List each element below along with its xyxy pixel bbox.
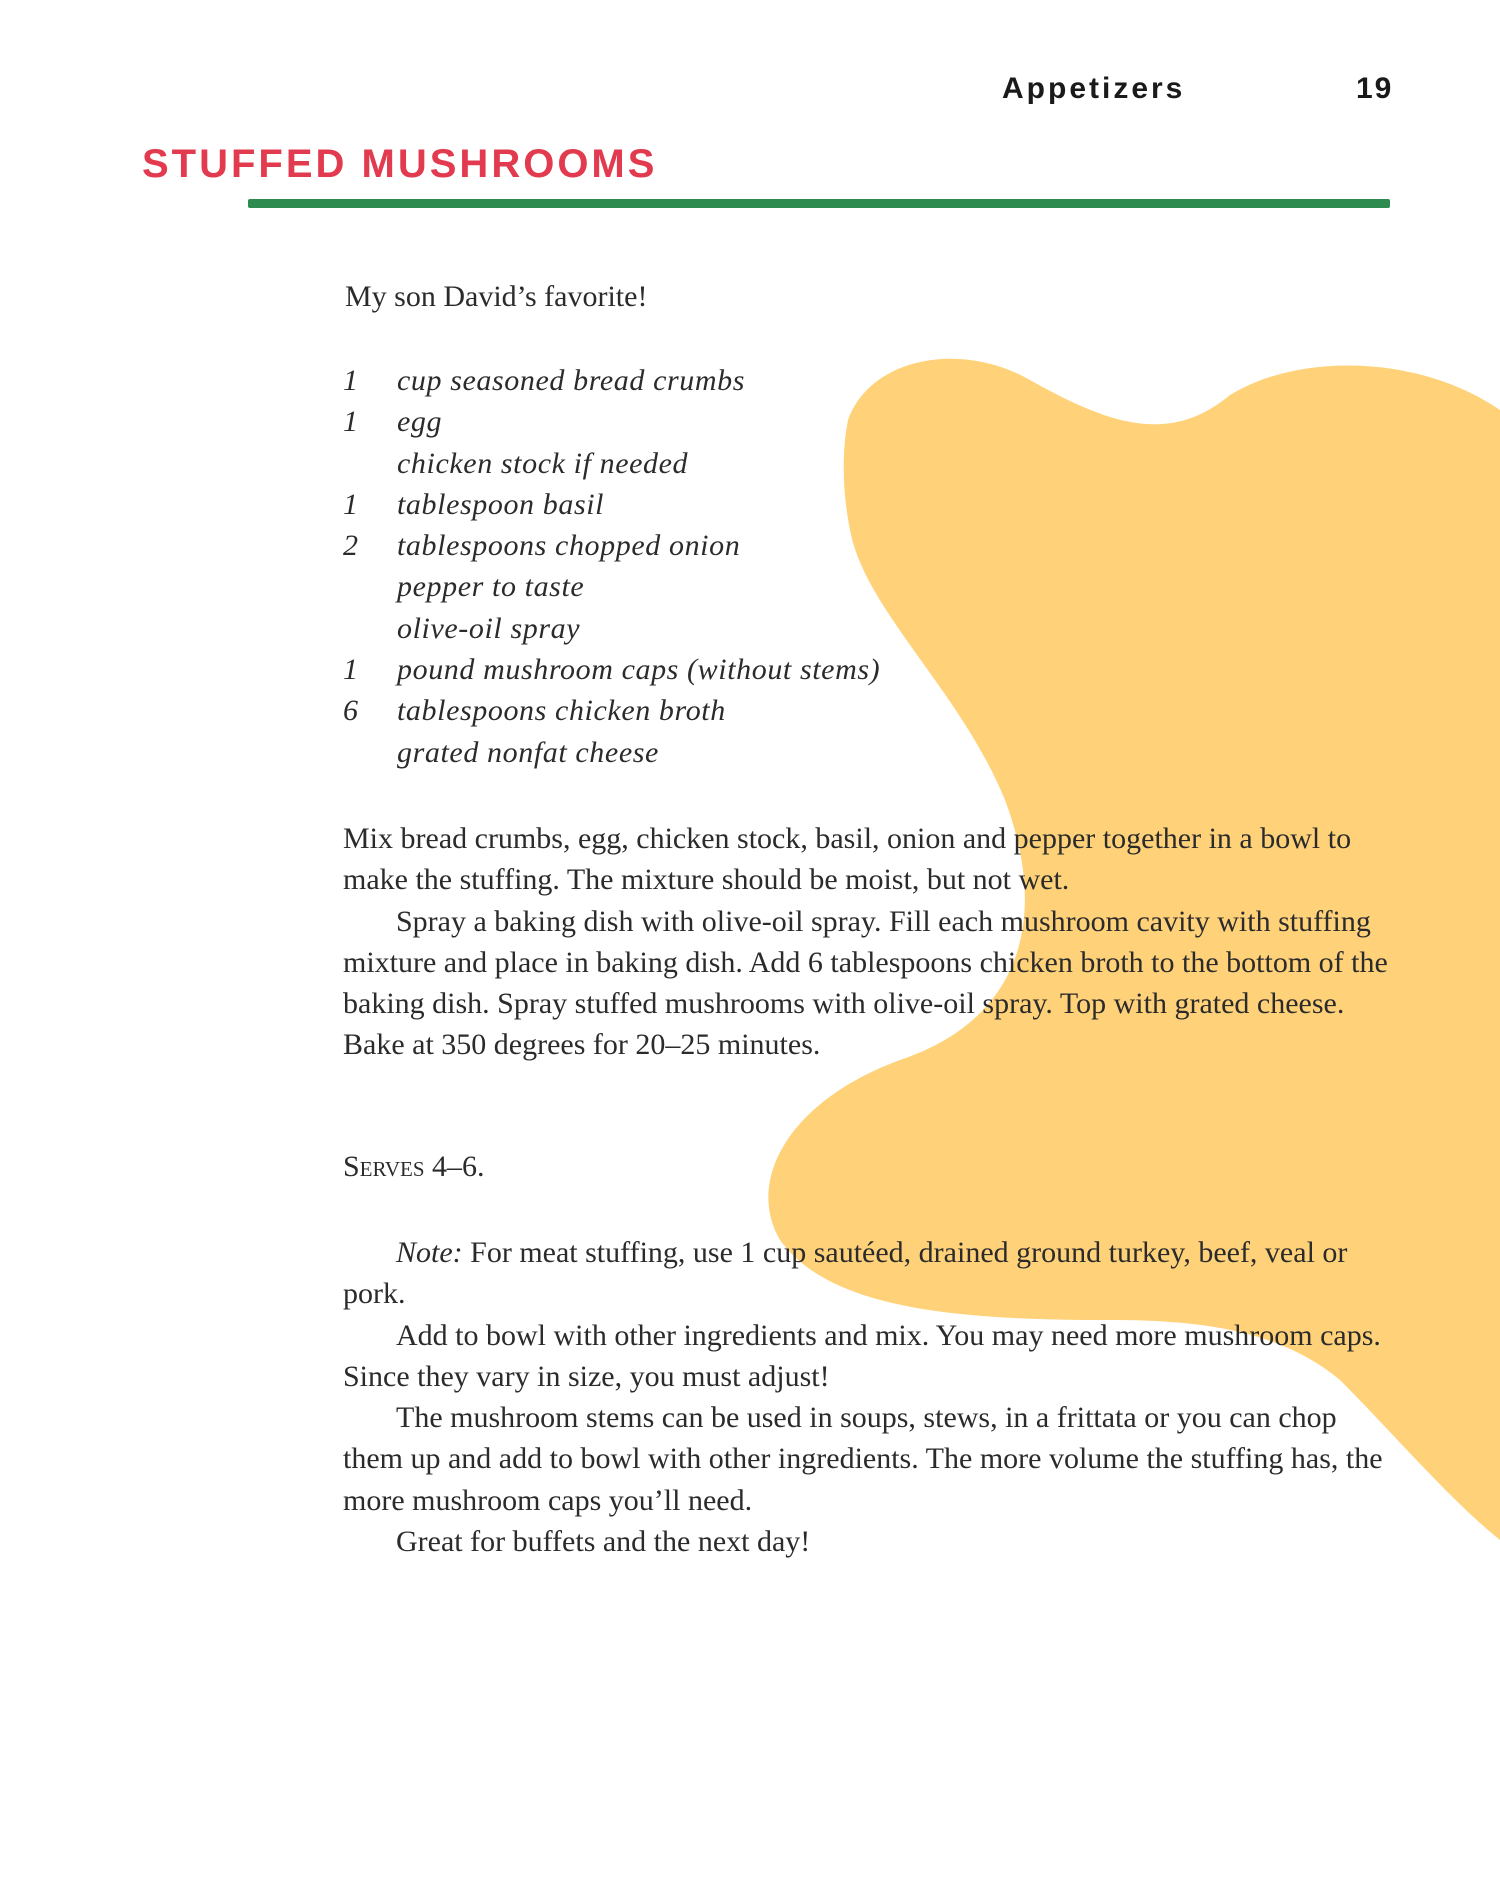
ingredient-qty: 1	[343, 364, 358, 397]
ingredient-qty	[343, 443, 397, 484]
ingredient-name: pepper to taste	[397, 570, 585, 604]
ingredient-name: olive-oil spray	[397, 611, 581, 645]
ingredient-item	[343, 608, 880, 649]
running-head-section: Appetizers	[1002, 72, 1186, 105]
ingredient-qty	[343, 566, 397, 607]
ingredient-qty: 1	[343, 487, 358, 521]
ingredient-name: tablespoons chopped onion	[397, 529, 741, 563]
ingredient-qty: 1	[343, 653, 358, 687]
ingredient-qty	[343, 732, 397, 773]
ingredient-item	[343, 484, 880, 525]
method-paragraph: Spray a baking dish with olive-oil spray. Fill each mushroom cavity with stuffing mixture and place in baking dish. Add 6 tablespoons chicken broth to the bottom of the baking dish. Spray stuffed mushrooms with olive-oil spray. Top with grated cheese. Bake at 350 degrees for 20–25 minutes.	[343, 904, 1388, 1062]
ingredient-list	[343, 360, 880, 773]
recipe-title: STUFFED MUSHROOMS	[142, 142, 658, 186]
recipe-method	[343, 818, 1393, 1066]
ingredient-qty: 6	[343, 694, 358, 728]
ingredient-name: chicken stock if needed	[397, 446, 689, 480]
note-text: For meat stuffing, use 1 cup sautéed, drained ground turkey, beef, veal or pork.	[343, 1236, 1348, 1311]
page-number: 19	[1356, 72, 1394, 105]
ingredient-name: pound mushroom caps (without stems)	[397, 653, 881, 687]
serves-label: Serves	[343, 1150, 425, 1183]
note-label: Note:	[396, 1236, 463, 1269]
ingredient-name: cup seasoned bread crumbs	[397, 364, 746, 397]
ingredient-item	[343, 690, 880, 731]
ingredient-item	[343, 649, 880, 690]
serves-value: 4–6.	[432, 1150, 485, 1183]
ingredient-item	[343, 443, 880, 484]
ingredient-item	[343, 525, 880, 566]
note-paragraph: Great for buffets and the next day!	[396, 1525, 811, 1559]
ingredient-item	[343, 566, 880, 607]
recipe-notes	[343, 1232, 1393, 1562]
ingredient-name: grated nonfat cheese	[397, 735, 659, 769]
title-rule	[248, 199, 1390, 208]
note-paragraph	[343, 1232, 1393, 1315]
ingredient-qty: 1	[343, 405, 358, 439]
note-paragraph: Add to bowl with other ingredients and mix. You may need more mushroom caps. Since they vary in size, you must adjust!	[343, 1318, 1381, 1393]
ingredient-item	[343, 401, 880, 442]
serves-line	[343, 1150, 485, 1184]
ingredient-name: tablespoon basil	[397, 487, 605, 521]
ingredient-qty	[343, 608, 397, 649]
ingredient-item	[343, 732, 880, 773]
ingredient-name: tablespoons chicken broth	[397, 694, 726, 728]
ingredient-item	[343, 360, 880, 401]
ingredient-name: egg	[397, 405, 443, 439]
method-paragraph: Mix bread crumbs, egg, chicken stock, basil, onion and pepper together in a bowl to make the stuffing. The mixture should be moist, but not wet.	[343, 822, 1352, 897]
ingredient-qty: 2	[343, 529, 358, 563]
recipe-intro: My son David’s favorite!	[345, 280, 648, 313]
note-paragraph: The mushroom stems can be used in soups, stews, in a frittata or you can chop them up and add to bowl with other ingredients. The more volume the stuffing has, the more mushroom caps you’ll need.	[343, 1401, 1383, 1517]
